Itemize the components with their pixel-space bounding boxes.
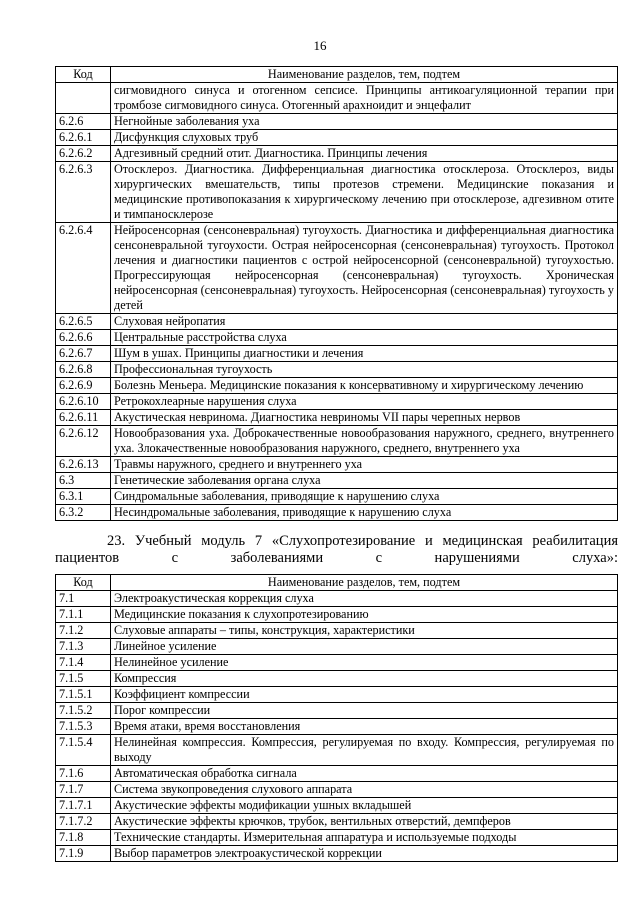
table-row xyxy=(56,473,618,489)
row-name: Нейросенсорная (сенсоневральная) тугоухость. Диагностика и дифференциальная диагностика сенсоневральной тугоухости. Острая нейросенсорная (сенсоневральная) тугоухость. Протокол лечения и диагностики пациентов с острой нейросенсорной (сенсоневральной) тугоухостью. Прогрессирующая нейросенсорная (сенсоневральная) тугоухость. Хроническая нейросенсорная (сенсоневральная) тугоухость. Нейросенсорная (сенсоневральная) тугоухость у детей xyxy=(111,223,618,314)
row-code: 6.2.6.12 xyxy=(56,426,111,457)
row-code: 7.1.9 xyxy=(56,846,111,862)
row-name: Генетические заболевания органа слуха xyxy=(111,473,618,489)
row-name: Центральные расстройства слуха xyxy=(111,330,618,346)
row-code: 6.2.6.7 xyxy=(56,346,111,362)
row-code: 6.2.6.11 xyxy=(56,410,111,426)
row-name: Электроакустическая коррекция слуха xyxy=(111,591,618,607)
row-code: 7.1.3 xyxy=(56,639,111,655)
table-row xyxy=(56,489,618,505)
row-name: Слуховая нейропатия xyxy=(111,314,618,330)
row-code: 7.1.6 xyxy=(56,766,111,782)
table-row xyxy=(56,639,618,655)
table-row xyxy=(56,703,618,719)
table-row xyxy=(56,846,618,862)
row-name: Линейное усиление xyxy=(111,639,618,655)
table-row xyxy=(56,505,618,521)
row-code: 6.3.1 xyxy=(56,489,111,505)
row-name: Компрессия xyxy=(111,671,618,687)
row-name: Негнойные заболевания уха xyxy=(111,114,618,130)
table-row xyxy=(56,687,618,703)
table-row xyxy=(56,798,618,814)
row-code: 7.1.5.3 xyxy=(56,719,111,735)
table-row xyxy=(56,735,618,766)
table-row xyxy=(56,146,618,162)
row-code: 7.1.7.2 xyxy=(56,814,111,830)
table-header-row xyxy=(56,67,618,83)
row-code: 7.1.2 xyxy=(56,623,111,639)
row-code: 7.1.5.4 xyxy=(56,735,111,766)
row-name: Отосклероз. Диагностика. Дифференциальная диагностика отосклероза. Отосклероз, виды хирургических вмешательств, типы протезов стремени. Медицинские показания и медицинские противопоказания к хирургическому лечению при отосклерозе, адгезивном отите и тимпаносклерозе xyxy=(111,162,618,223)
section-title-text: 23. Учебный модуль 7 «Слухопротезирование и медицинская реабилитация пациентов с заболеваниями с нарушениями слуха»: xyxy=(55,533,618,566)
page-number: 16 xyxy=(313,38,327,53)
row-name: сигмовидного синуса и отогенном сепсисе. Принципы антикоагуляционной терапии при тромбозе сигмовидного синуса. Отогенный арахноидит и энцефалит xyxy=(111,83,618,114)
row-name: Слуховые аппараты – типы, конструкция, характеристики xyxy=(111,623,618,639)
row-code: 7.1.1 xyxy=(56,607,111,623)
row-name: Шум в ушах. Принципы диагностики и лечения xyxy=(111,346,618,362)
table-row xyxy=(56,346,618,362)
row-code: 7.1.5.1 xyxy=(56,687,111,703)
table-row xyxy=(56,591,618,607)
row-code: 6.2.6.8 xyxy=(56,362,111,378)
table-row xyxy=(56,719,618,735)
row-name: Коэффициент компрессии xyxy=(111,687,618,703)
row-name: Травмы наружного, среднего и внутреннего уха xyxy=(111,457,618,473)
row-name: Время атаки, время восстановления xyxy=(111,719,618,735)
table-row xyxy=(56,782,618,798)
table-row xyxy=(56,162,618,223)
row-code: 6.2.6.6 xyxy=(56,330,111,346)
row-code: 7.1.4 xyxy=(56,655,111,671)
table-row xyxy=(56,671,618,687)
row-name: Выбор параметров электроакустической коррекции xyxy=(111,846,618,862)
row-name: Система звукопроведения слухового аппарата xyxy=(111,782,618,798)
row-name: Несиндромальные заболевания, приводящие к нарушению слуха xyxy=(111,505,618,521)
row-code: 7.1 xyxy=(56,591,111,607)
row-name: Акустические эффекты модификации ушных вкладышей xyxy=(111,798,618,814)
table-row xyxy=(56,83,618,114)
table-row xyxy=(56,223,618,314)
row-code: 6.2.6.5 xyxy=(56,314,111,330)
table-row xyxy=(56,814,618,830)
row-name: Ретрокохлеарные нарушения слуха xyxy=(111,394,618,410)
row-name: Нелинейная компрессия. Компрессия, регулируемая по входу. Компрессия, регулируемая по выходу xyxy=(111,735,618,766)
table-row xyxy=(56,766,618,782)
row-code: 6.3 xyxy=(56,473,111,489)
row-name: Автоматическая обработка сигнала xyxy=(111,766,618,782)
table-row xyxy=(56,830,618,846)
row-code: 7.1.7 xyxy=(56,782,111,798)
row-name: Медицинские показания к слухопротезированию xyxy=(111,607,618,623)
row-name: Дисфункция слуховых труб xyxy=(111,130,618,146)
table-row xyxy=(56,130,618,146)
row-name: Нелинейное усиление xyxy=(111,655,618,671)
row-code: 6.2.6.13 xyxy=(56,457,111,473)
row-code xyxy=(56,83,111,114)
row-name: Болезнь Меньера. Медицинские показания к консервативному и хирургическому лечению xyxy=(111,378,618,394)
row-code: 6.3.2 xyxy=(56,505,111,521)
table-row xyxy=(56,330,618,346)
row-code: 6.2.6.3 xyxy=(56,162,111,223)
curriculum-table-module-7 xyxy=(55,574,618,862)
row-name: Технические стандарты. Измерительная аппаратура и используемые подходы xyxy=(111,830,618,846)
row-code: 6.2.6.10 xyxy=(56,394,111,410)
row-code: 7.1.5 xyxy=(56,671,111,687)
row-name: Профессиональная тугоухость xyxy=(111,362,618,378)
section-title xyxy=(55,533,618,567)
table-header-row xyxy=(56,575,618,591)
table-row xyxy=(56,362,618,378)
table-row xyxy=(56,457,618,473)
row-code: 7.1.8 xyxy=(56,830,111,846)
column-header-code: Код xyxy=(56,67,111,83)
row-name: Порог компрессии xyxy=(111,703,618,719)
row-code: 6.2.6.1 xyxy=(56,130,111,146)
column-header-code: Код xyxy=(56,575,111,591)
table-row xyxy=(56,623,618,639)
table-row xyxy=(56,114,618,130)
table-row xyxy=(56,410,618,426)
table-row xyxy=(56,394,618,410)
row-code: 6.2.6.2 xyxy=(56,146,111,162)
row-code: 6.2.6.9 xyxy=(56,378,111,394)
table-body xyxy=(56,591,618,862)
column-header-name: Наименование разделов, тем, подтем xyxy=(111,575,618,591)
row-code: 6.2.6.4 xyxy=(56,223,111,314)
row-name: Адгезивный средний отит. Диагностика. Принципы лечения xyxy=(111,146,618,162)
table-row xyxy=(56,378,618,394)
table-row xyxy=(56,607,618,623)
table-row xyxy=(56,314,618,330)
row-name: Акустические эффекты крючков, трубок, вентильных отверстий, демпферов xyxy=(111,814,618,830)
row-name: Акустическая невринома. Диагностика невриномы VII пары черепных нервов xyxy=(111,410,618,426)
row-name: Новообразования уха. Доброкачественные новообразования наружного, среднего, внутреннего уха. Злокачественные новообразования наружного, среднего, внутреннего уха xyxy=(111,426,618,457)
row-code: 6.2.6 xyxy=(56,114,111,130)
row-name: Синдромальные заболевания, приводящие к нарушению слуха xyxy=(111,489,618,505)
row-code: 7.1.5.2 xyxy=(56,703,111,719)
table-body xyxy=(56,83,618,521)
row-code: 7.1.7.1 xyxy=(56,798,111,814)
table-row xyxy=(56,426,618,457)
curriculum-table-module-6 xyxy=(55,66,618,521)
column-header-name: Наименование разделов, тем, подтем xyxy=(111,67,618,83)
table-row xyxy=(56,655,618,671)
